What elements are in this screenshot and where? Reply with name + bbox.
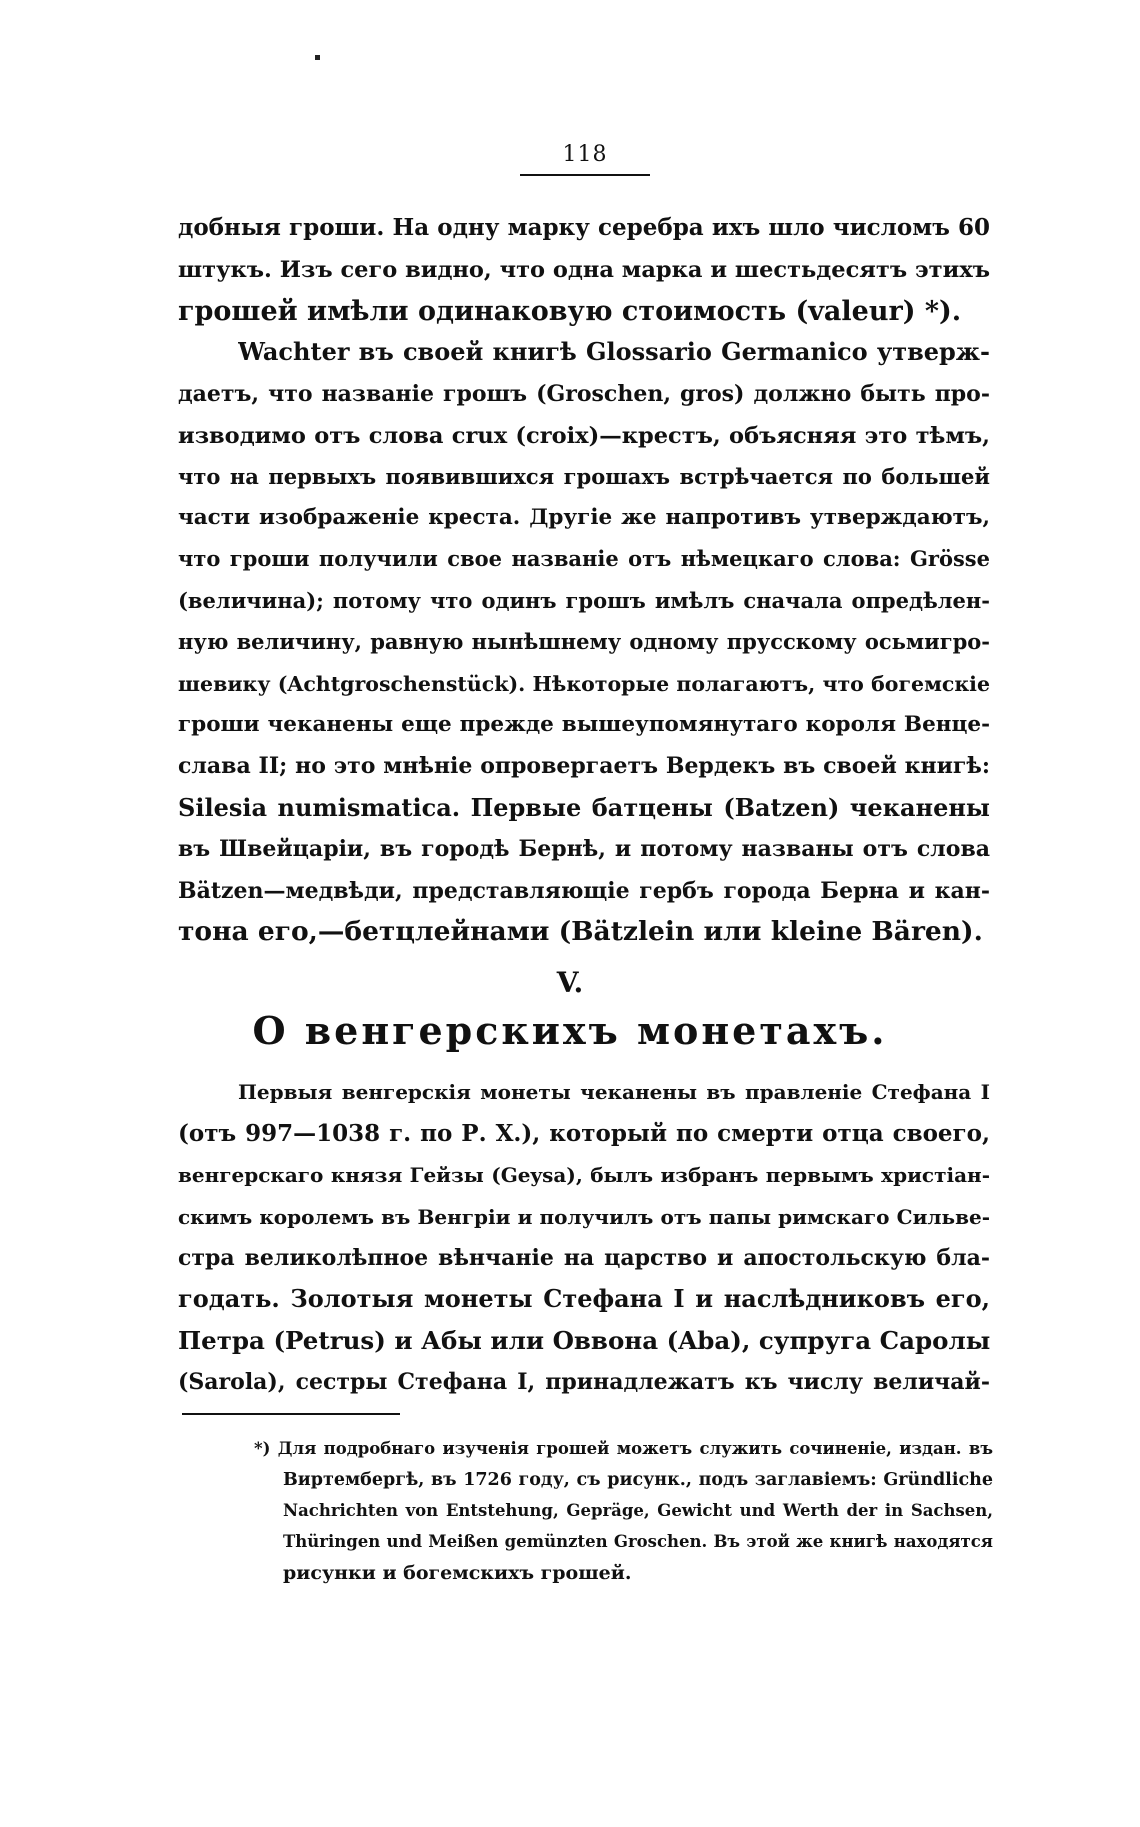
text-line: (отъ 997—1038 г. по Р. Х.), который по смерти отца своего, [178, 1120, 990, 1147]
text-line: Петра (Petrus) и Абы или Оввона (Aba), супруга Саролы [178, 1326, 990, 1355]
text-line: изводимо отъ слова crux (croix)—крестъ, объясняя это тѣмъ, [178, 423, 990, 449]
page-number: 118 [562, 142, 608, 167]
text-line: (величина); потому что одинъ грошъ имѣлъ сначала опредѣлен- [178, 588, 990, 613]
footnote-line: Nachrichten von Entstehung, Gepräge, Gewicht und Werth der in Sachsen, [283, 1501, 993, 1520]
text-line: что на первыхъ появившихся грошахъ встрѣчается по большей [178, 464, 990, 489]
text-line: Wachter въ своей книгѣ Glossario Germanico утверж- [238, 337, 990, 366]
text-line: скимъ королемъ въ Венгріи и получилъ отъ папы римскаго Сильве- [178, 1205, 990, 1229]
footnote-line: рисунки и богемскихъ грошей. [283, 1562, 632, 1584]
text-line: что гроши получили свое названіе отъ нѣмецкаго слова: Grösse [178, 546, 990, 571]
section-title: О венгерскихъ монетахъ. [252, 1008, 888, 1053]
scan-speck [315, 55, 320, 60]
text-line: тона его,—бетцлейнами (Bätzlein или kleine Bären). [178, 916, 983, 947]
text-line: добныя гроши. На одну марку серебра ихъ шло числомъ 60 [178, 214, 990, 241]
page-number-rule [520, 174, 650, 176]
text-line: (Sarola), сестры Стефана I, принадлежатъ къ числу величай- [178, 1369, 990, 1395]
text-line: части изображеніе креста. Другіе же напротивъ утверждаютъ, [178, 505, 990, 530]
text-line: Bätzen—медвѣди, представляющіе гербъ города Берна и кан- [178, 878, 990, 904]
text-line: даетъ, что названіе грошъ (Groschen, gros) должно быть про- [178, 381, 990, 407]
footnote-rule [182, 1413, 400, 1415]
text-line: стра великолѣпное вѣнчаніе на царство и апостольскую бла- [178, 1245, 990, 1271]
text-line: грошей имѣли одинаковую стоимость (valeur) *). [178, 296, 962, 327]
text-line: шевику (Achtgroschenstück). Нѣкоторые полагаютъ, что богемскіе [178, 672, 990, 696]
text-line: Первыя венгерскія монеты чеканены въ правленіе Стефана I [238, 1080, 990, 1104]
text-line: венгерскаго князя Гейзы (Geysa), былъ избранъ первымъ христіан- [178, 1163, 990, 1187]
section-number: V. [556, 966, 584, 999]
footnote-line: Thüringen und Meißen gemünzten Groschen. Въ этой же книгѣ находятся [283, 1532, 993, 1551]
text-line: штукъ. Изъ сего видно, что одна марка и шестьдесятъ этихъ [178, 257, 990, 283]
text-line: Silesia numismatica. Первые батцены (Batzen) чеканены [178, 793, 990, 822]
text-line: годать. Золотыя монеты Стефана I и наслѣдниковъ его, [178, 1284, 990, 1313]
text-line: въ Швейцаріи, въ городѣ Бернѣ, и потому названы отъ слова [178, 836, 990, 862]
footnote-line: *) Для подробнаго изученія грошей можетъ служить сочиненіе, издан. въ [254, 1439, 993, 1458]
text-line: гроши чеканены еще прежде вышеупомянутаго короля Венце- [178, 712, 990, 737]
text-line: ную величину, равную нынѣшнему одному прусскому осьмигро- [178, 629, 990, 654]
footnote-line: Виртембергѣ, въ 1726 году, съ рисунк., подъ заглавіемъ: Gründliche [283, 1470, 993, 1490]
text-line: слава II; но это мнѣніе опровергаетъ Вердекъ въ своей книгѣ: [178, 753, 990, 779]
